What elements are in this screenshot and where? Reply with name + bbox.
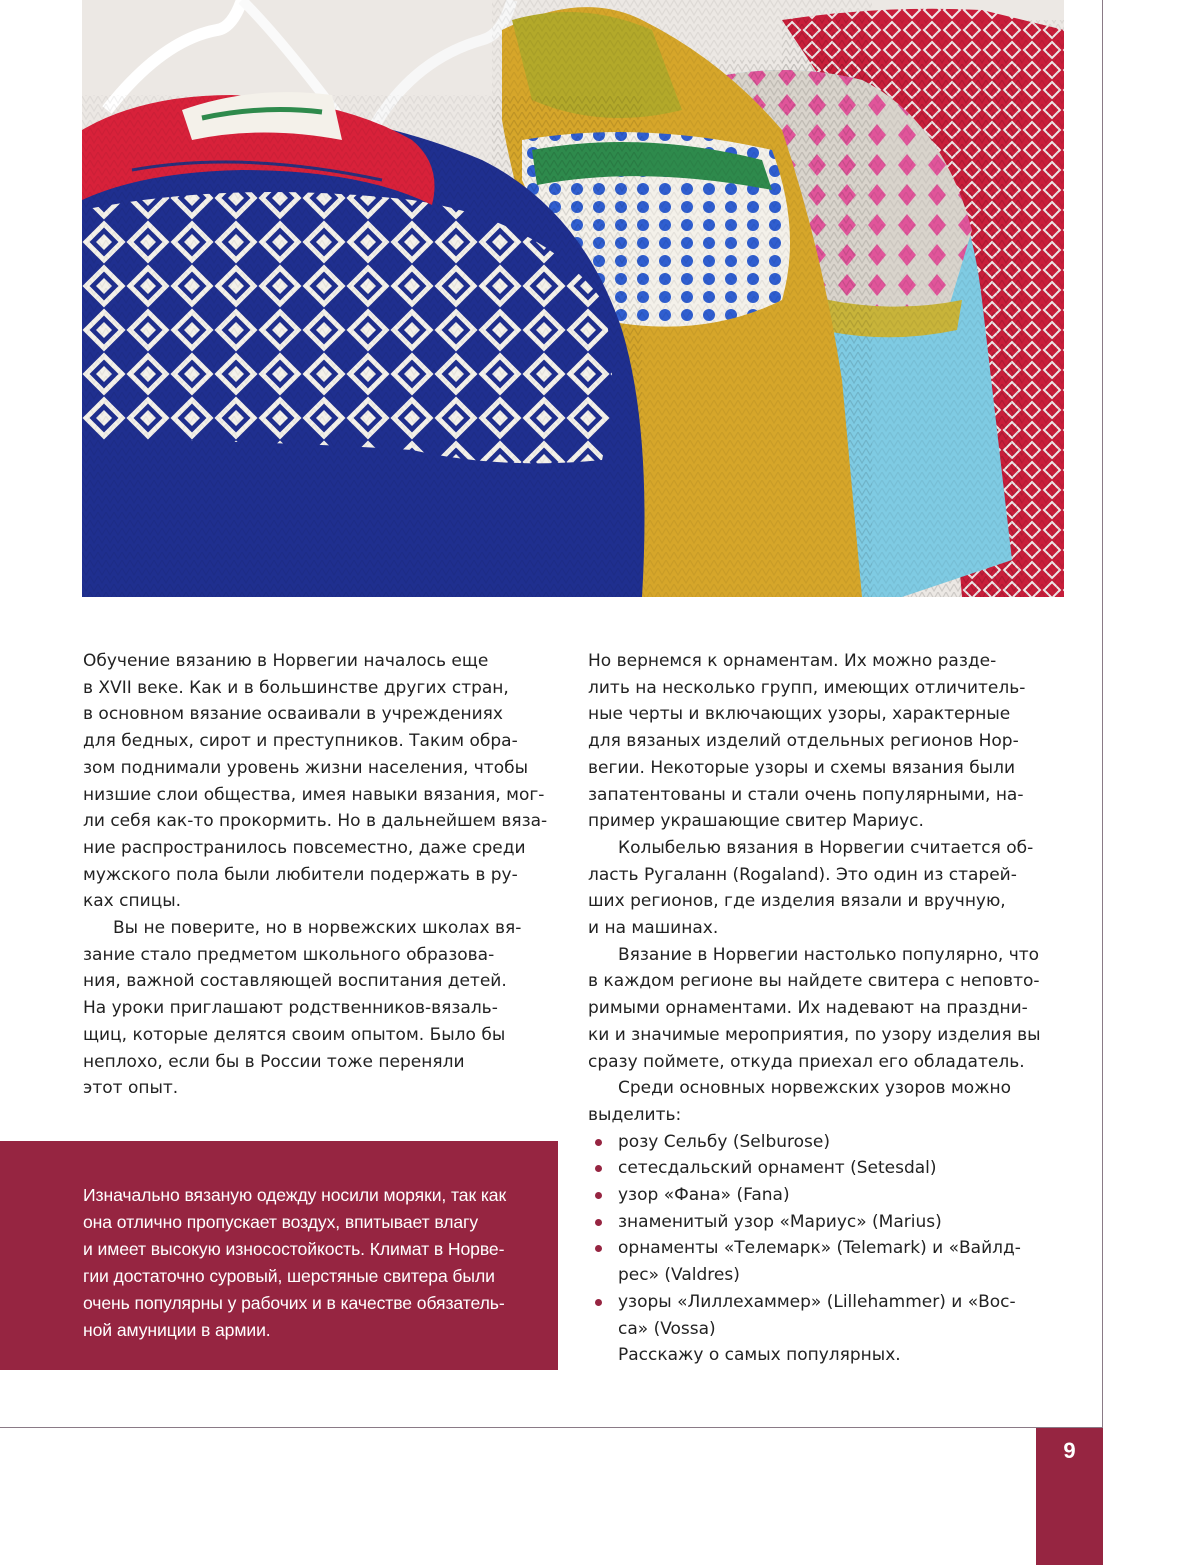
sweaters-illustration [82, 0, 1064, 597]
right-paragraph-1: Но вернемся к орнаментам. Их можно разде- лить на несколько групп, имеющих отличитель- ные черты и включающих узоры, характерные для вязаных изделий отдельных регионов Нор- вегии. Некоторые узоры и схемы вязания были запатентованы и стали очень популярными, на- пример украшающие свитер Мариус. [588, 651, 1026, 832]
page-number: 9 [1063, 1438, 1076, 1463]
page-number-tab [1036, 1428, 1103, 1565]
list-item: знаменитый узор «Мариус» (Marius) [588, 1209, 1063, 1236]
left-paragraph-2: Вы не поверите, но в норвежских школах вя- зание стало предметом школьного образова- ния, важной составляющей воспитания детей. На уроки приглашают родственников-вязаль- щиц, которые делятся своим опытом. Было бы неплохо, если бы в России тоже переняли этот опыт. [83, 918, 522, 1099]
patterns-list [588, 1129, 1063, 1343]
left-column [83, 648, 553, 1102]
sweaters-photo [82, 0, 1064, 597]
list-item: сетесдальский орнамент (Setesdal) [588, 1155, 1063, 1182]
list-item: узор «Фана» (Fana) [588, 1182, 1063, 1209]
left-paragraph-1: Обучение вязанию в Норвегии началось еще в XVII веке. Как и в большинстве других стран, в основном вязание осваивали в учреждениях для бедных, сирот и преступников. Таким обра- зом поднимали уровень жизни населения, чтобы низшие слои общества, имея навыки вязания, мог- ли себя как-то прокормить. Но в дальнейшем вяза- ние распространилось повсеместно, даже среди мужского пола были любители подержать в ру- ках спицы. [83, 651, 548, 912]
bottom-rule [0, 1427, 1103, 1428]
closing-line: Расскажу о самых популярных. [618, 1345, 901, 1366]
right-paragraph-2: Колыбелью вязания в Норвегии считается об- ласть Ругаланн (Rogaland). Это один из старей- ших регионов, где изделия вязали и вручную, и на машинах. [588, 837, 1034, 939]
right-margin-band [1102, 0, 1193, 1565]
list-item: орнаменты «Телемарк» (Telemark) и «Вайлд- рес» (Valdres) [588, 1235, 1063, 1288]
right-paragraph-4: Среди основных норвежских узоров можно выделить: [588, 1078, 1012, 1125]
right-paragraph-3: Вязание в Норвегии настолько популярно, что в каждом регионе вы найдете свитера с неповто- римыми орнаментами. Их надевают на праздни- ки и значимые мероприятия, по узору изделия вы сразу поймете, откуда приехал его обладатель. [588, 944, 1041, 1072]
list-item: узоры «Лиллехаммер» (Lillehammer) и «Вос- са» (Vossa) [588, 1289, 1063, 1342]
right-column [588, 648, 1063, 1369]
callout-box [0, 1141, 558, 1370]
callout-text: Изначально вязаную одежду носили моряки, так как она отлично пропускает воздух, впитывает влагу и имеет высокую износостойкость. Климат в Норве- гии достаточно суровый, шерстяные свитера были очень популярны у рабочих и в качестве обязатель- ной амуниции в армии. [83, 1185, 507, 1340]
list-item: розу Сельбу (Selburose) [588, 1129, 1063, 1156]
